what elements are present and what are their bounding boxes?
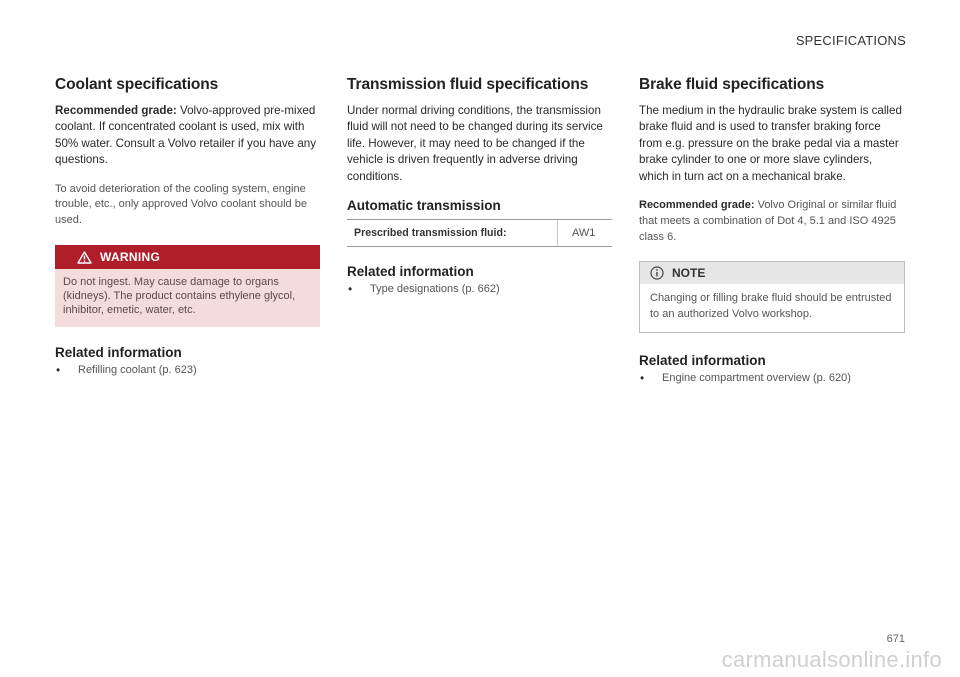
related-link-type-designations[interactable]: • Type designations (p. 662) xyxy=(347,282,612,297)
spec-value: AW1 xyxy=(572,227,596,240)
warning-box xyxy=(55,245,320,327)
note-text: Changing or filling brake fluid should be entrusted to an authorized Volvo workshop. xyxy=(650,292,892,321)
transmission-section xyxy=(347,76,612,297)
page-number: 671 xyxy=(886,633,905,645)
warning-text: Do not ingest. May cause damage to organs (kidneys). The product contains ethylene glycol, inhibitor, emetic, water, etc. xyxy=(55,269,320,327)
note-box xyxy=(639,261,905,333)
table-row xyxy=(347,220,612,246)
transmission-title: Transmission fluid specifications xyxy=(347,76,589,93)
brake-related-title: Related information xyxy=(639,353,766,369)
brake-grade xyxy=(639,198,905,245)
warning-header xyxy=(55,245,320,269)
related-link-engine-compartment[interactable]: • Engine compartment overview (p. 620) xyxy=(639,371,905,386)
coolant-title: Coolant specifications xyxy=(55,76,219,93)
brake-intro: The medium in the hydraulic brake system is called brake fluid and is used to transfer braking force from e.g. pressure on the brake pedal via a master brake cylinder to one or more slave cylinders, which in turn act on a mechanical brake. xyxy=(639,104,902,183)
coolant-related-title: Related information xyxy=(55,345,182,361)
transmission-related-list xyxy=(347,282,612,297)
watermark: carmanualsonline.info xyxy=(721,647,942,672)
brake-related-list xyxy=(639,371,905,386)
coolant-grade-text: Volvo-approved pre-mixed coolant. If concentrated coolant is used, mix with 50% water. Consult a Volvo retailer if you have any questions. xyxy=(55,104,317,167)
coolant-note-text: To avoid deterioration of the cooling system, engine trouble, etc., only approved Volvo coolant should be used. xyxy=(55,182,307,227)
warning-title: WARNING xyxy=(100,250,161,265)
transmission-intro: Under normal driving conditions, the transmission fluid will not need to be changed during its service life. However, it may need to be changed if the vehicle is driven frequently in adverse driving conditions. xyxy=(347,104,603,183)
transmission-related-title: Related information xyxy=(347,264,474,280)
note-title: NOTE xyxy=(672,266,706,281)
brake-grade-text: Volvo Original or similar fluid that meets a combination of Dot 4, 5.1 and ISO 4925 class 6. xyxy=(639,199,897,243)
coolant-grade-label: Recommended grade: xyxy=(55,104,177,117)
note-header xyxy=(640,262,904,284)
spec-label: Prescribed transmission fluid: xyxy=(347,220,558,246)
warning-triangle-icon xyxy=(77,251,100,264)
brake-grade-label: Recommended grade: xyxy=(639,199,755,212)
coolant-grade xyxy=(55,103,320,169)
coolant-related-list xyxy=(55,363,320,378)
coolant-section xyxy=(55,76,320,378)
brake-title: Brake fluid specifications xyxy=(639,76,825,93)
automatic-transmission-subtitle: Automatic transmission xyxy=(347,198,501,214)
info-circle-icon xyxy=(650,266,672,280)
transmission-spec-table xyxy=(347,219,612,247)
related-link-refilling-coolant[interactable]: • Refilling coolant (p. 623) xyxy=(55,363,320,378)
brake-section xyxy=(639,76,905,386)
section-header: SPECIFICATIONS xyxy=(795,33,906,48)
